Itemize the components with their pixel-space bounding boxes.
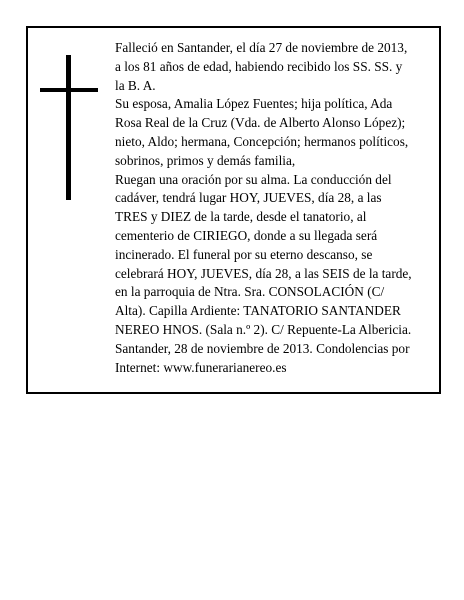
notice-line: incinerado. El funeral por su eterno descanso, se [115, 246, 373, 262]
notice-line: Ruegan una oración por su alma. La conducción del [115, 171, 392, 187]
notice-line: nieto, Aldo; hermana, Concepción; hermanos políticos, [115, 133, 409, 149]
notice-line: Falleció en Santander, el día 27 de noviembre de 2013, [115, 40, 408, 55]
notice-line: Santander, 28 de noviembre de 2013. Condolencias por [115, 340, 410, 356]
latin-cross-icon [40, 55, 98, 200]
obituary-notice [26, 26, 441, 394]
notice-line: Rosa Real de la Cruz (Vda. de Alberto Alonso López); [115, 115, 406, 131]
notice-line: Su esposa, Amalia López Fuentes; hija política, Ada [115, 96, 393, 112]
cross-horizontal-bar [40, 88, 98, 92]
notice-line: sobrinos, primos y demás familia, [115, 152, 296, 168]
notice-line: NEREO HNOS. (Sala n.º 2). C/ Repuente-La Albericia. [115, 321, 412, 337]
notice-line: Alta). Capilla Ardiente: TANATORIO SANTANDER [115, 303, 401, 319]
notice-line: en la parroquia de Ntra. Sra. CONSOLACIÓN (C/ [115, 284, 385, 300]
obituary-text [115, 39, 429, 377]
notice-line: a los 81 años de edad, habiendo recibido los SS. SS. y [115, 58, 403, 74]
notice-line: la B. A. [115, 77, 156, 93]
cross-vertical-bar [66, 55, 71, 200]
notice-line: TRES y DIEZ de la tarde, desde el tanatorio, al [115, 209, 367, 225]
notice-line: celebrará HOY, JUEVES, día 28, a las SEIS de la tarde, [115, 265, 412, 281]
notice-line: cementerio de CIRIEGO, donde a su llegada será [115, 227, 378, 243]
notice-line: Internet: www.funerarianereo.es [115, 359, 287, 375]
notice-line: cadáver, tendrá lugar HOY, JUEVES, día 28, a las [115, 190, 382, 206]
